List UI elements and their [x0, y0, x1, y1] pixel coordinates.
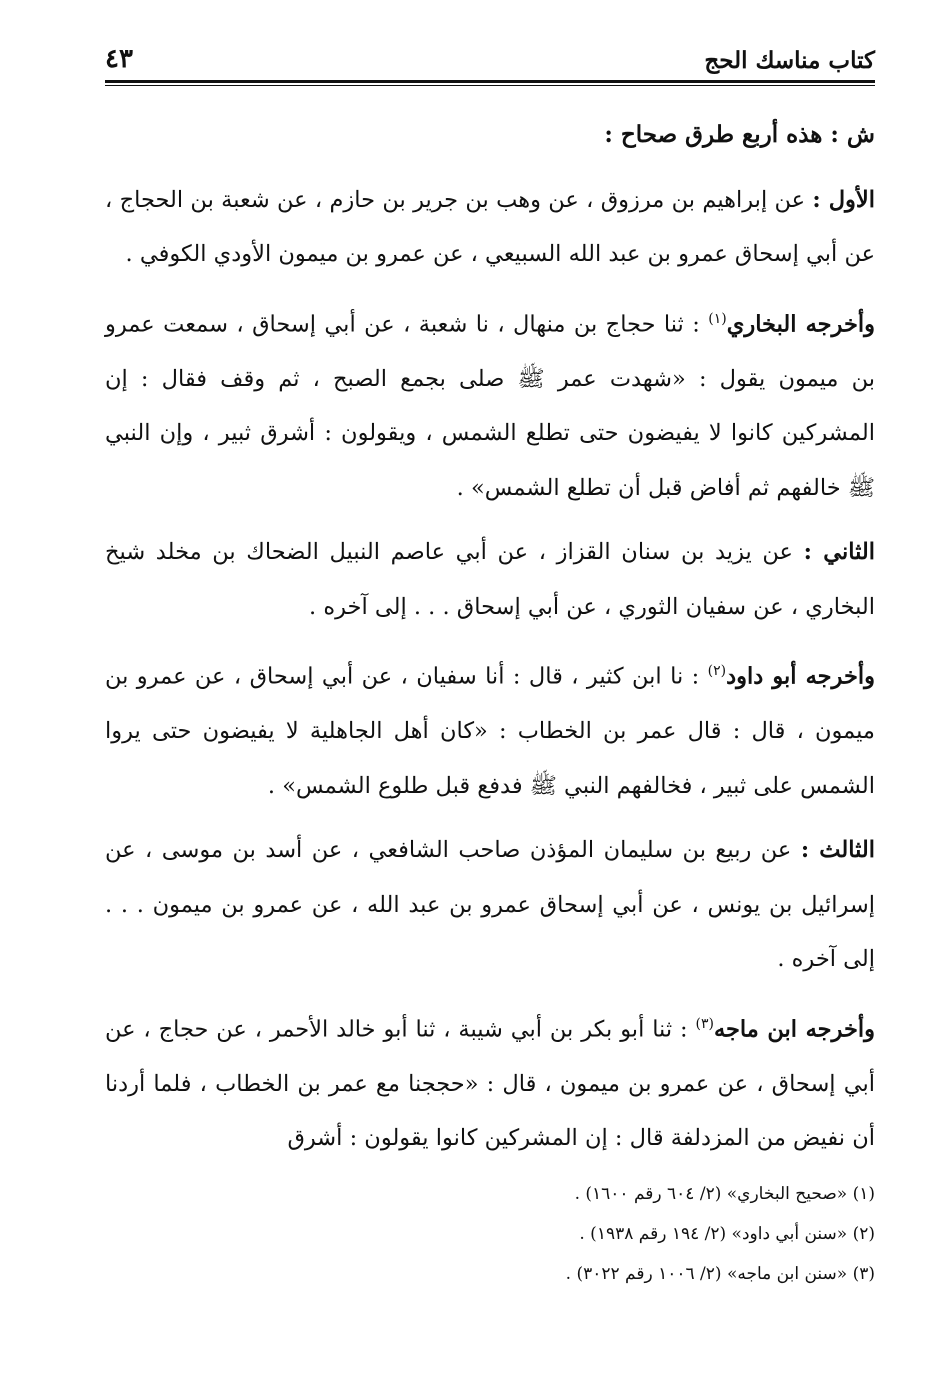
paragraph-text: : ثنا أبو بكر بن أبي شيبة ، ثنا أبو خالد الأحمر ، عن حجاج ، عن أبي إسحاق ، عن عمرو بن ميمون ، قال : «حججنا مع عمر بن الخطاب ، فلما أردنا أن نفيض من المزدلفة قال : إن المشركين كانوا يقولون : أشرق [105, 1016, 875, 1151]
paragraph-text: : ثنا حجاج بن منهال ، نا شعبة ، عن أبي إسحاق ، سمعت عمرو بن ميمون يقول : «شهدت عمر ﷺ صلى بجمع الصبح ، ثم وقف فقال : إن المشركين كانوا لا يفيضون حتى تطلع الشمس ، ويقولون : أشرق ثبير ، وإن النبي ﷺ خالفهم ثم أفاض قبل أن تطلع الشمس» . [105, 311, 875, 501]
paragraph-lead: وأخرجه أبو داود [726, 663, 875, 690]
footnote-item: (٢) «سنن أبي داود» (٢/ ١٩٤ رقم ١٩٣٨) . [579, 1224, 875, 1244]
paragraph-lead: وأخرجه ابن ماجه [713, 1016, 875, 1042]
body-text [105, 108, 875, 1166]
footnote-item: (٣) «سنن ابن ماجه» (٢/ ١٠٠٦ رقم ٣٠٢٢) . [565, 1264, 875, 1284]
paragraph-lead: الثاني : [803, 539, 875, 565]
paragraph-text: : نا ابن كثير ، قال : أنا سفيان ، عن أبي إسحاق ، عن عمرو بن ميمون ، قال : قال عمر بن الخطاب : «كان أهل الجاهلية لا يفيضون حتى يروا الشمس على ثبير ، فخالفهم النبي ﷺ فدفع قبل طلوع الشمس» . [105, 663, 875, 799]
paragraph-text: عن إبراهيم بن مرزوق ، عن وهب بن جرير بن حازم ، عن شعبة بن الحجاج ، عن أبي إسحاق عمرو بن عبد الله السبيعي ، عن عمرو بن ميمون الأودي الكوفي . [105, 186, 875, 267]
paragraph-text: عن يزيد بن سنان القزاز ، عن أبي عاصم النبيل الضحاك بن مخلد شيخ البخاري ، عن سفيان الثوري ، عن أبي إسحاق . . . إلى آخره . [105, 539, 875, 620]
running-head [105, 30, 875, 74]
paragraph-first-route [105, 173, 875, 282]
paragraph-ibn-majah [105, 997, 875, 1166]
page [105, 30, 875, 1176]
footnote-item: (١) «صحيح البخاري» (٢/ ٦٠٤ رقم ١٦٠٠) . [574, 1184, 875, 1204]
paragraph-third-route [105, 823, 875, 987]
paragraph-lead: الثالث : [800, 837, 875, 863]
paragraph-second-route [105, 525, 875, 634]
paragraph-abu-dawud [105, 644, 875, 813]
footnotes [105, 1174, 875, 1294]
footnote-ref: (١) [708, 310, 727, 327]
footnote-ref: (٣) [695, 1015, 714, 1032]
page-number: ٤٣ [105, 44, 133, 74]
paragraph-lead: وأخرجه البخاري [726, 311, 875, 337]
section-intro: ش : هذه أربع طرق صحاح : [604, 121, 875, 148]
paragraph-lead: الأول : [812, 186, 876, 213]
paragraph-text: عن ربيع بن سليمان المؤذن صاحب الشافعي ، عن أسد بن موسى ، عن إسرائيل بن يونس ، عن أبي إسحاق عمرو بن عبد الله ، عن عمرو بن ميمون . . . إلى آخره . [105, 837, 875, 972]
paragraph-bukhari [105, 292, 875, 516]
footnote-ref: (٢) [707, 663, 727, 679]
header-rule [105, 80, 875, 86]
book-title: كتاب مناسك الحج [704, 47, 875, 74]
